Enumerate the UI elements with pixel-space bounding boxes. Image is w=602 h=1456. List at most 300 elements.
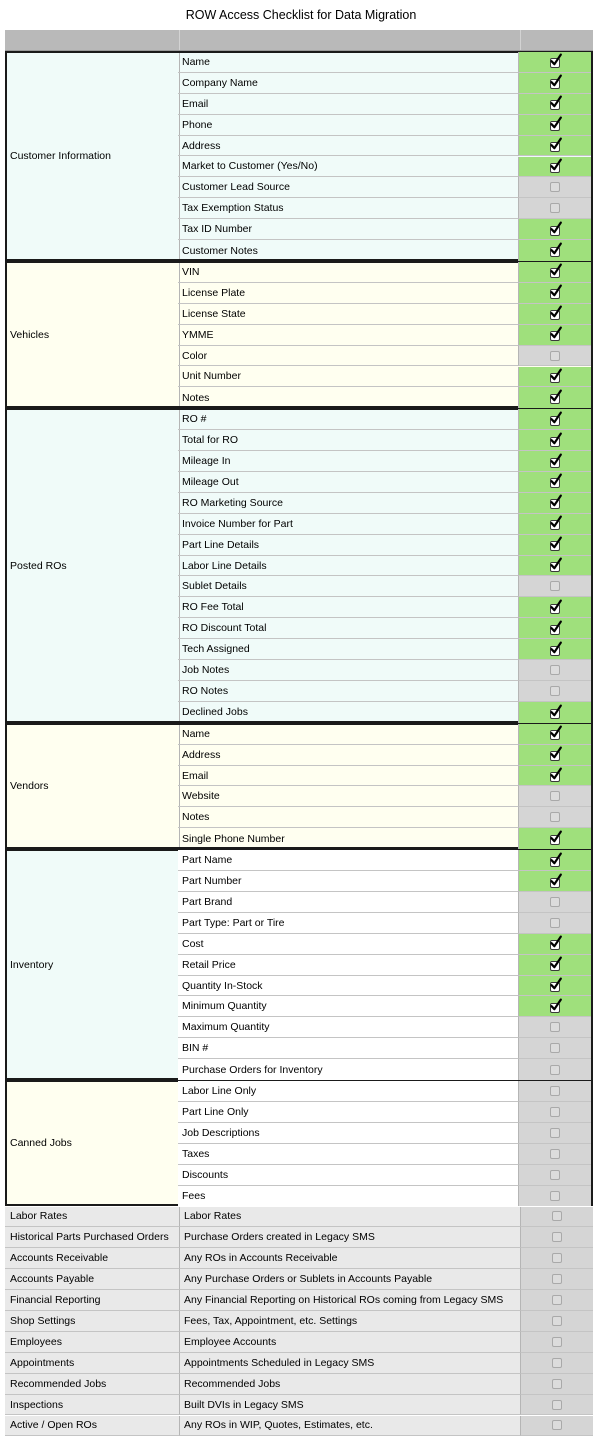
field-cell-text: Single Phone Number [182,832,285,845]
field-cell-text: RO Fee Total [182,601,244,614]
field-cell [180,1332,521,1353]
field-cell-text: Labor Rates [184,1210,242,1223]
field-cell [178,745,519,766]
field-cell-text: Tech Assigned [182,643,250,656]
status-cell [519,556,591,577]
checkmark-icon[interactable] [549,643,562,656]
status-cell [519,262,591,283]
table-row [178,745,591,766]
table-row [178,136,591,157]
field-cell [178,115,519,136]
field-cell [178,240,519,261]
table-row [5,1395,593,1416]
field-cell-text: Labor Line Only [182,1085,257,1098]
table-row [5,1248,593,1269]
table-row [178,1165,591,1186]
empty-checkbox-icon[interactable] [550,686,560,696]
status-cell [519,240,591,261]
field-cell-text: Part Line Details [182,538,260,551]
table-row [178,1017,591,1038]
table-row [178,262,591,283]
table-row [178,807,591,828]
field-cell-text: Taxes [182,1147,210,1160]
field-cell-text: RO # [182,413,207,426]
status-cell [519,387,591,408]
table-row [5,1332,593,1353]
field-cell [178,283,519,304]
table-row [178,283,591,304]
status-cell [521,1395,593,1416]
status-cell [519,618,591,639]
category-cell [5,1353,180,1374]
field-cell [180,1290,521,1311]
table-row [178,535,591,556]
status-cell [519,702,591,723]
field-cell-text: Maximum Quantity [182,1021,270,1034]
section-label: Inventory [7,851,180,1078]
field-cell-text: Notes [182,811,210,824]
field-cell [180,1395,521,1416]
empty-checkbox-icon[interactable] [550,1086,560,1096]
field-cell [178,535,519,556]
table-row [178,451,591,472]
category-cell [5,1248,180,1269]
table-row [178,913,591,934]
status-cell [519,597,591,618]
document-title: ROW Access Checklist for Data Migration [185,8,417,22]
section-label: Vendors [7,725,180,847]
status-cell [519,283,591,304]
table-row [5,1353,593,1374]
checkmark-icon[interactable] [549,455,562,468]
table-row [178,702,591,723]
empty-checkbox-icon[interactable] [550,897,560,907]
field-cell [178,451,519,472]
table-row [178,367,591,388]
status-cell [519,892,591,913]
field-cell [178,766,519,787]
checkmark-icon[interactable] [549,727,562,740]
field-cell-text: Discounts [182,1168,229,1181]
empty-checkbox-icon[interactable] [552,1316,562,1326]
section-vehicles [5,261,593,408]
empty-checkbox-icon[interactable] [550,918,560,928]
table-row [178,639,591,660]
status-cell [519,724,591,745]
table-row [178,850,591,871]
empty-checkbox-icon[interactable] [552,1379,562,1389]
category-cell-text: Labor Rates [10,1210,68,1223]
field-cell-text: Unit Number [182,370,241,383]
field-cell-text: Market to Customer (Yes/No) [182,160,318,173]
table-row [5,1311,593,1332]
field-cell-text: Any ROs in WIP, Quotes, Estimates, etc. [184,1419,373,1432]
field-cell-text: Email [182,97,209,110]
table-row [178,1059,591,1080]
field-cell-text: License State [182,307,246,320]
status-cell [519,1165,591,1186]
checkmark-icon[interactable] [549,370,562,383]
field-cell-text: Address [182,139,221,152]
checklist-table [5,30,593,1438]
field-cell [178,934,519,955]
table-row [178,828,591,849]
status-cell [519,1123,591,1144]
empty-checkbox-icon[interactable] [552,1358,562,1368]
field-cell [178,639,519,660]
checkmark-icon[interactable] [549,391,562,404]
status-cell [519,976,591,997]
status-cell [519,94,591,115]
field-cell [178,681,519,702]
category-cell-text: Historical Parts Purchased Orders [10,1231,169,1244]
empty-checkbox-icon[interactable] [552,1295,562,1305]
empty-checkbox-icon[interactable] [550,1128,560,1138]
field-cell [178,1123,519,1144]
field-cell [178,892,519,913]
checkmark-icon[interactable] [549,958,562,971]
status-cell [519,219,591,240]
section-label: Vehicles [7,263,180,406]
field-cell [178,472,519,493]
header-cell-category [5,30,180,50]
empty-checkbox-icon[interactable] [550,1043,560,1053]
checkmark-icon[interactable] [549,76,562,89]
status-cell [521,1353,593,1374]
checkmark-icon[interactable] [549,139,562,152]
table-row [178,304,591,325]
table-row [178,597,591,618]
field-cell-text: License Plate [182,286,246,299]
status-cell [519,913,591,934]
checkmark-icon[interactable] [549,1000,562,1013]
empty-checkbox-icon[interactable] [550,182,560,192]
field-cell-text: Customer Notes [182,244,258,257]
checkmark-icon[interactable] [549,475,562,488]
category-cell [5,1395,180,1416]
category-cell [5,1290,180,1311]
field-cell [178,1165,519,1186]
checkmark-icon[interactable] [549,286,562,299]
status-cell [519,198,591,219]
section-label: Customer Information [7,53,180,259]
table-row [178,1144,591,1165]
section-customer-information [5,51,593,261]
field-cell [178,177,519,198]
category-cell [5,1311,180,1332]
field-cell [178,660,519,681]
status-cell [521,1248,593,1269]
table-row [178,681,591,702]
empty-checkbox-icon[interactable] [550,1107,560,1117]
field-cell-text: Quantity In-Stock [182,979,263,992]
category-cell-text: Financial Reporting [10,1294,101,1307]
checkmark-icon[interactable] [549,413,562,426]
status-cell [519,325,591,346]
field-cell-text: Website [182,790,220,803]
category-cell-text: Accounts Receivable [10,1252,109,1265]
status-cell [519,1144,591,1165]
status-cell [521,1207,593,1228]
table-row [178,177,591,198]
field-cell [178,219,519,240]
table-row [178,387,591,408]
table-row [178,892,591,913]
status-cell [519,828,591,849]
table-row [178,618,591,639]
field-cell-text: Part Brand [182,895,233,908]
category-cell-text: Inspections [10,1398,64,1411]
field-cell [178,955,519,976]
table-row [178,660,591,681]
field-cell [178,387,519,408]
field-cell [178,556,519,577]
field-cell-text: Mileage Out [182,475,239,488]
table-row [178,996,591,1017]
category-cell [5,1374,180,1395]
table-row [178,871,591,892]
field-cell-text: Any Financial Reporting on Historical ROs coming from Legacy SMS [184,1294,504,1307]
table-row [178,1102,591,1123]
checkmark-icon[interactable] [549,434,562,447]
checkmark-icon[interactable] [549,622,562,635]
field-cell [178,136,519,157]
field-cell-text: Part Line Only [182,1105,249,1118]
field-cell [178,1144,519,1165]
section-canned-jobs [5,1080,593,1206]
checkmark-icon[interactable] [549,748,562,761]
checkmark-icon[interactable] [549,244,562,257]
category-cell [5,1227,180,1248]
category-cell [5,1332,180,1353]
table-row [178,219,591,240]
field-cell [178,618,519,639]
checkmark-icon[interactable] [549,979,562,992]
field-cell-text: Retail Price [182,958,236,971]
status-cell [519,766,591,787]
field-cell [178,850,519,871]
empty-checkbox-icon[interactable] [550,812,560,822]
checkmark-icon[interactable] [549,937,562,950]
field-cell-text: Name [182,727,211,740]
table-row [178,724,591,745]
field-cell-text: Email [182,769,209,782]
field-cell-text: Company Name [182,76,258,89]
status-cell [519,157,591,178]
status-cell [521,1227,593,1248]
status-cell [519,1081,591,1102]
table-row [178,157,591,178]
field-cell [178,73,519,94]
checkmark-icon[interactable] [549,559,562,572]
field-cell [180,1248,521,1269]
table-row [178,1081,591,1102]
checkmark-icon[interactable] [549,832,562,845]
table-row [178,766,591,787]
status-cell [521,1416,593,1437]
empty-checkbox-icon[interactable] [550,1191,560,1201]
field-cell-text: Tax ID Number [182,223,253,236]
field-cell-text: Declined Jobs [182,706,248,719]
status-cell [519,1186,591,1207]
field-cell-text: Part Number [182,875,242,888]
empty-checkbox-icon[interactable] [550,1022,560,1032]
status-cell [521,1290,593,1311]
empty-checkbox-icon[interactable] [552,1274,562,1284]
field-cell-text: RO Discount Total [182,622,267,635]
field-cell-text: Any Purchase Orders or Sublets in Accounts Payable [184,1273,433,1286]
empty-checkbox-icon[interactable] [552,1420,562,1430]
table-row [5,1416,593,1437]
field-cell [178,786,519,807]
status-cell [519,1038,591,1059]
table-row [5,1207,593,1228]
table-row [178,73,591,94]
empty-checkbox-icon[interactable] [550,581,560,591]
status-cell [519,786,591,807]
checkmark-icon[interactable] [549,538,562,551]
checkmark-icon[interactable] [549,769,562,782]
status-cell [519,639,591,660]
field-cell-text: BIN # [182,1042,209,1055]
field-cell-text: Appointments Scheduled in Legacy SMS [184,1356,375,1369]
status-cell [519,472,591,493]
checkmark-icon[interactable] [549,496,562,509]
table-row [5,1290,593,1311]
field-cell-text: RO Marketing Source [182,496,283,509]
checkmark-icon[interactable] [549,97,562,110]
field-cell-text: Address [182,748,221,761]
table-row [178,976,591,997]
table-row [178,1123,591,1144]
checkmark-icon[interactable] [549,265,562,278]
field-cell [180,1374,521,1395]
field-cell [178,325,519,346]
table-row [178,556,591,577]
field-cell [178,262,519,283]
field-cell [180,1353,521,1374]
status-cell [519,493,591,514]
field-cell-text: Name [182,55,211,68]
category-cell-text: Shop Settings [10,1314,76,1327]
status-cell [519,681,591,702]
field-cell [178,597,519,618]
section-label: Canned Jobs [7,1082,180,1204]
field-cell [178,1059,519,1080]
field-cell-text: Part Type: Part or Tire [182,916,285,929]
field-cell [178,807,519,828]
header-cell-status [521,30,593,50]
empty-checkbox-icon[interactable] [552,1253,562,1263]
table-row [178,346,591,367]
checkmark-icon[interactable] [549,854,562,867]
status-cell [521,1269,593,1290]
checkmark-icon[interactable] [549,160,562,173]
status-cell [519,115,591,136]
table-row [178,786,591,807]
table-row [178,94,591,115]
field-cell-text: Invoice Number for Part [182,517,293,530]
table-row [178,115,591,136]
checkmark-icon[interactable] [549,55,562,68]
status-cell [521,1332,593,1353]
field-cell-text: Sublet Details [182,580,247,593]
status-cell [521,1374,593,1395]
field-cell-text: Job Notes [182,664,230,677]
table-row [178,240,591,261]
empty-checkbox-icon[interactable] [550,203,560,213]
empty-checkbox-icon[interactable] [552,1400,562,1410]
checkmark-icon[interactable] [549,118,562,131]
field-cell-text: Built DVIs in Legacy SMS [184,1398,304,1411]
field-cell [178,409,519,430]
status-cell [519,514,591,535]
checkmark-icon[interactable] [549,307,562,320]
field-cell-text: Labor Line Details [182,559,267,572]
table-header-row [5,30,593,51]
field-cell [178,430,519,451]
table-row [178,52,591,73]
empty-checkbox-icon[interactable] [550,1170,560,1180]
field-cell-text: Notes [182,391,210,404]
field-cell-text: Employee Accounts [184,1335,277,1348]
status-cell [519,871,591,892]
field-cell [180,1207,521,1228]
field-cell [178,346,519,367]
table-row [178,493,591,514]
status-cell [519,346,591,367]
empty-checkbox-icon[interactable] [552,1232,562,1242]
field-cell-text: Job Descriptions [182,1126,260,1139]
status-cell [519,1059,591,1080]
status-cell [519,807,591,828]
field-cell [178,157,519,178]
field-cell-text: Purchase Orders created in Legacy SMS [184,1231,375,1244]
category-cell [5,1207,180,1228]
checkmark-icon[interactable] [549,706,562,719]
table-row [178,955,591,976]
field-cell [178,304,519,325]
table-row [178,198,591,219]
category-cell-text: Recommended Jobs [10,1377,107,1390]
empty-checkbox-icon[interactable] [550,1065,560,1075]
field-cell [178,976,519,997]
empty-checkbox-icon[interactable] [550,1149,560,1159]
field-cell [178,1017,519,1038]
empty-checkbox-icon[interactable] [550,351,560,361]
table-row [178,576,591,597]
field-cell [178,94,519,115]
category-cell [5,1269,180,1290]
empty-checkbox-icon[interactable] [550,791,560,801]
field-cell [178,1081,519,1102]
category-cell-text: Active / Open ROs [10,1419,97,1432]
field-cell-text: Total for RO [182,434,239,447]
checkmark-icon[interactable] [549,328,562,341]
empty-checkbox-icon[interactable] [552,1337,562,1347]
table-row [178,1186,591,1207]
checkmark-icon[interactable] [549,223,562,236]
status-cell [519,367,591,388]
status-cell [519,304,591,325]
empty-checkbox-icon[interactable] [550,665,560,675]
checkmark-icon[interactable] [549,601,562,614]
checkmark-icon[interactable] [549,517,562,530]
status-cell [519,73,591,94]
empty-checkbox-icon[interactable] [552,1211,562,1221]
checkmark-icon[interactable] [549,875,562,888]
field-cell [178,996,519,1017]
